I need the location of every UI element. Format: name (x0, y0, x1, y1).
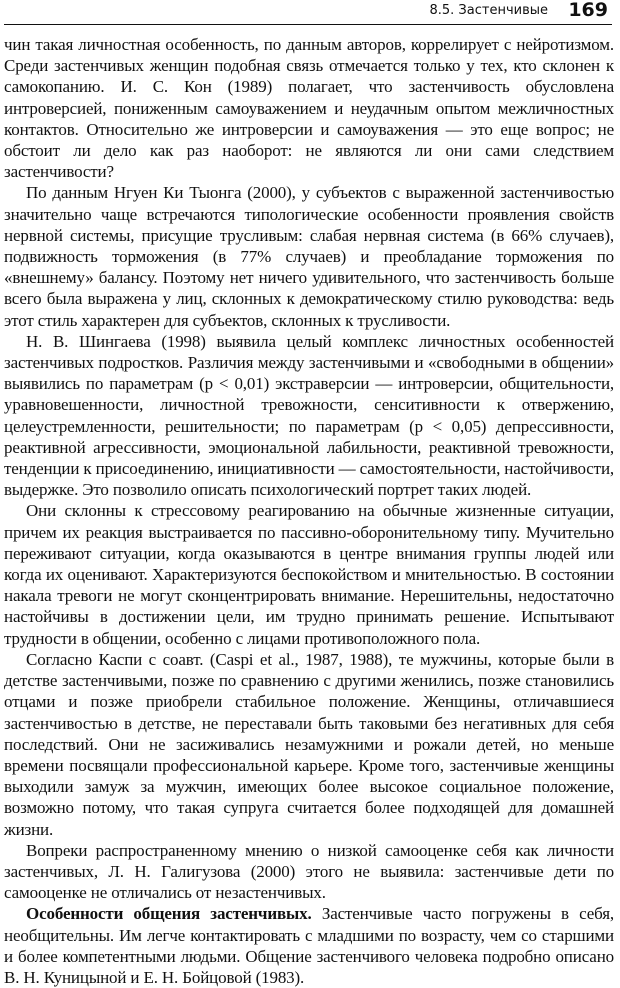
paragraph-text: Застенчивые часто погружены в себя, необщительны. Им легче контактировать с младшими по возрасту, чем со старшими и более компетентными людьми. Общение застенчивого человека подробно описано В. Н. Куницыной и Е. Н. Бойцовой (1983). (4, 904, 614, 987)
run-in-heading: Особенности общения застенчивых. (26, 904, 312, 924)
running-header (4, 0, 612, 25)
paragraph (4, 903, 614, 988)
paragraph: Вопреки распространенному мнению о низкой самооценке себя как личности застенчивых, Л. Н. Галигузова (2000) этого не выявила: застенчивые дети по самооценке не отличались от незастенчивых. (4, 840, 614, 903)
section-title: 8.5. Застенчивые (429, 3, 548, 18)
page-number: 169 (568, 0, 608, 21)
paragraph: Н. В. Шингаева (1998) выявила целый комплекс личностных особенностей застенчивых подростков. Различия между застенчивыми и «свободными в общении» выявились по параметрам (p < 0,01) экстраверсии — интроверсии, общительности, уравновешенности, личностной тревожности, сенситивности к отвержению, целеустремленности, решительности; по параметрам (p < 0,05) депрессивности, реактивной агрессивности, эмоциональной лабильности, реактивной тревожности, тенденции к присоединению, инициативности — самостоятельности, настойчивости, выдержке. Это позволило описать психологический портрет таких людей. (4, 331, 614, 500)
paragraph: Согласно Каспи с соавт. (Caspi et al., 1987, 1988), те мужчины, которые были в детстве застенчивыми, позже по сравнению с другими женились, позже становились отцами и позже приобрели стабильное положение. Женщины, отличавшиеся застенчивостью в детстве, не переставали быть таковыми без негативных для себя последствий. Они не засиживались незамужними и рожали детей, но меньше времени посвящали профессиональной карьере. Кроме того, застенчивые женщины выходили замуж за мужчин, имеющих более высокое социальное положение, возможно потому, что такая супруга считается более подходящей для домашней жизни. (4, 649, 614, 839)
body-text (4, 34, 614, 988)
paragraph: Они склонны к стрессовому реагированию на обычные жизненные ситуации, причем их реакция выстраивается по пассивно-оборонительному типу. Мучительно переживают ситуации, когда оказываются в центре внимания группы людей или когда их оценивают. Характеризуются беспокойством и мнительностью. В состоянии накала тревоги не могут сконцентрировать внимание. Нерешительны, недостаточно настойчивы в достижении цели, им трудно принимать решение. Испытывают трудности в общении, особенно с лицами противоположного пола. (4, 501, 614, 648)
paragraph: чин такая личностная особенность, по данным авторов, коррелирует с нейротизмом. Среди застенчивых женщин подобная связь отмечается только у тех, кто склонен к самокопанию. И. С. Кон (1989) полагает, что застенчивость обусловлена интроверсией, пониженным самоуважением и неудачным опытом межличностных контактов. Относительно же интроверсии и самоуважения — это еще вопрос; не обстоит ли дело как раз наоборот: не являются ли они сами следствием застенчивости? (4, 35, 614, 182)
paragraph: По данным Нгуен Ки Тыонга (2000), у субъектов с выраженной застенчивостью значительно чаще встречаются типологические особенности проявления свойств нервной системы, присущие трусливым: слабая нервная система (в 66% случаев), подвижность торможения (в 77% случаев) и преобладание торможения по «внешнему» балансу. Поэтому нет ничего удивительного, что застенчивость больше всего была выражена у лиц, склонных к демократическому стилю руководства: ведь этот стиль характерен для субъектов, склонных к трусливости. (4, 183, 614, 330)
